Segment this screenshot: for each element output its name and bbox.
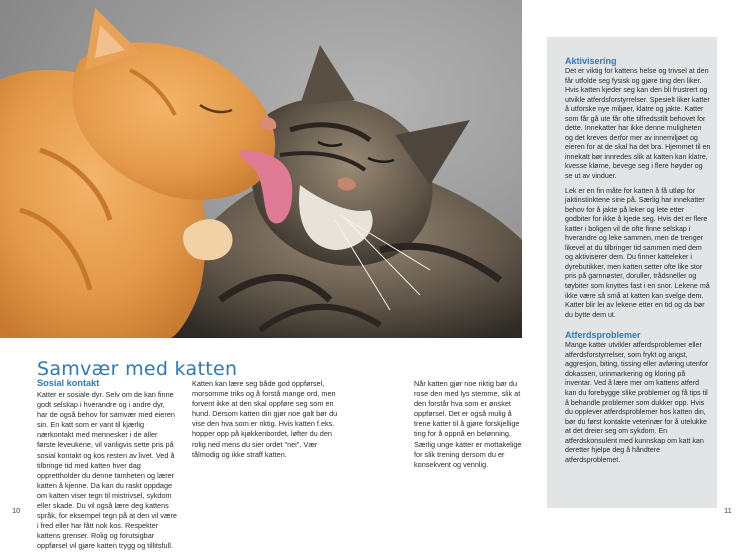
page-number-right: 11 [724,506,732,515]
sosial-paragraph-1: Katter er sosiale dyr. Selv om de kan finne godt selskap i hverandre og i andre dyr, har de også behov for samvær med eieren sin. En katt som er vant til kjærlig nærkontakt med mennesker i de aller første leveukene, vil vanligvis sette pris på sosial kontakt og kos resten av livet. Ved å tilbringe tid med katten hver dag opprettholder du denne tamheten og lærer katten å kjenne. Da kan du raskt oppdage om katten viser tegn til mistrivsel, sykdom eller skade. Du vil også lære deg kattens språk, for eksempel tegn på at den vil være i fred eller har fått nok kos. Respekter kattens grenser. Rolig og forutsigbar oppførsel vil gjøre katten trygg og tillitsfull. [37,390,177,551]
sosial-column-3 [414,379,524,474]
sidebar-content [565,56,711,470]
aktivisering-heading: Aktivisering [565,56,617,66]
page-title: Samvær med katten [37,357,238,380]
atferd-paragraph-1: Mange katter utvikler atferdsproblemer eller atferdsforstyrrelser, som frykt og angst, aggresjon, biting, tissing eller avføring utenfor dokassen, urinmarkering og kloring på inventar. Ved å lære mer om kattens atferd kan du forebygge slike problemer og få tips til å behandle problemer som dukker opp. Hvis du opplever atferdsproblemer hos katten din, bør du først kontakte veterinær for å utelukke at det dreier seg om sykdom. En atferdskonsulent med kunnskap om katt kan deretter hjelpe deg å håndtere atferdsproblemet. [565,341,709,464]
sosial-paragraph-2: Katten kan lære seg både god oppførsel, morsomme triks og å forstå mange ord, men forvent ikke at den skal oppføre seg som en hund. Dersom katten din gjør noe galt bør du vise den hva som er riktig. Hvis katten f.eks. hopper opp på kjøkkenbordet, løfter du den rolig ned mens du sier ordet "nei". Vær tålmodig og ikke straff katten. [192,379,338,459]
page-number-left: 10 [12,506,21,515]
cats-illustration [0,0,522,338]
sosial-heading: Sosial kontakt [37,378,100,388]
cats-photo [0,0,522,338]
aktivisering-paragraph-1: Det er viktig for kattens helse og trivsel at den får utfolde seg fysisk og gjøre ting den liker. Hvis katten kjeder seg kan den bli frustrert og utvikle atferdsforstyrrelser. Spesielt liker katter å utforske nye miljøer, klatre og jakte. Katter som får gå ute får ofte tilfredsstilt behovet for dette. Innekatter har ikke denne muligheten og det kreves derfor mer av innemiljøet og eieren for at de skal ha det bra. Hjemmet til en innekatt bør innredes slik at katten kan klatre, kvesse klørne, bevege seg i flere høyder og se ut av vinduer. [565,67,711,181]
aktivisering-paragraph-2: Lek er en fin måte for katten å få utløp for jaktinstinktene sine på. Særlig har innekatter behov for å jakte på leker og lete etter godbiter for ikke å kjede seg. Hvis det er flere katter i boligen vil de ofte finne selskap i hverandre og leke sammen, men de trenger likevel at du tilbringer tid sammen med dem og aktiviserer dem. Du finner katteleker i dyrebutikker, men katten setter ofte like stor pris på garnnøster, doruller, trådsneller og tøybiter som knyttes fast i en snor. Lekene må ikke være så små at katten kan svelge dem. Katter blir lei av lekene etter en tid og da bør du bytte dem ut. [565,186,710,319]
sidebar-box [547,37,717,508]
sosial-column-2 [192,379,342,464]
sosial-column-1 [37,378,177,551]
atferd-heading: Atferdsproblemer [565,330,641,341]
sosial-paragraph-3: Når katten gjør noe riktig bør du rose den med lys stemme, slik at den forstår hva som er ønsket oppførsel. Det er også mulig å trene katter til å gjøre forskjellige ting for å oppnå en belønning. Særlig unge katter er mottakelige for slik trening dersom du er konsekvent og vennlig. [414,379,522,469]
